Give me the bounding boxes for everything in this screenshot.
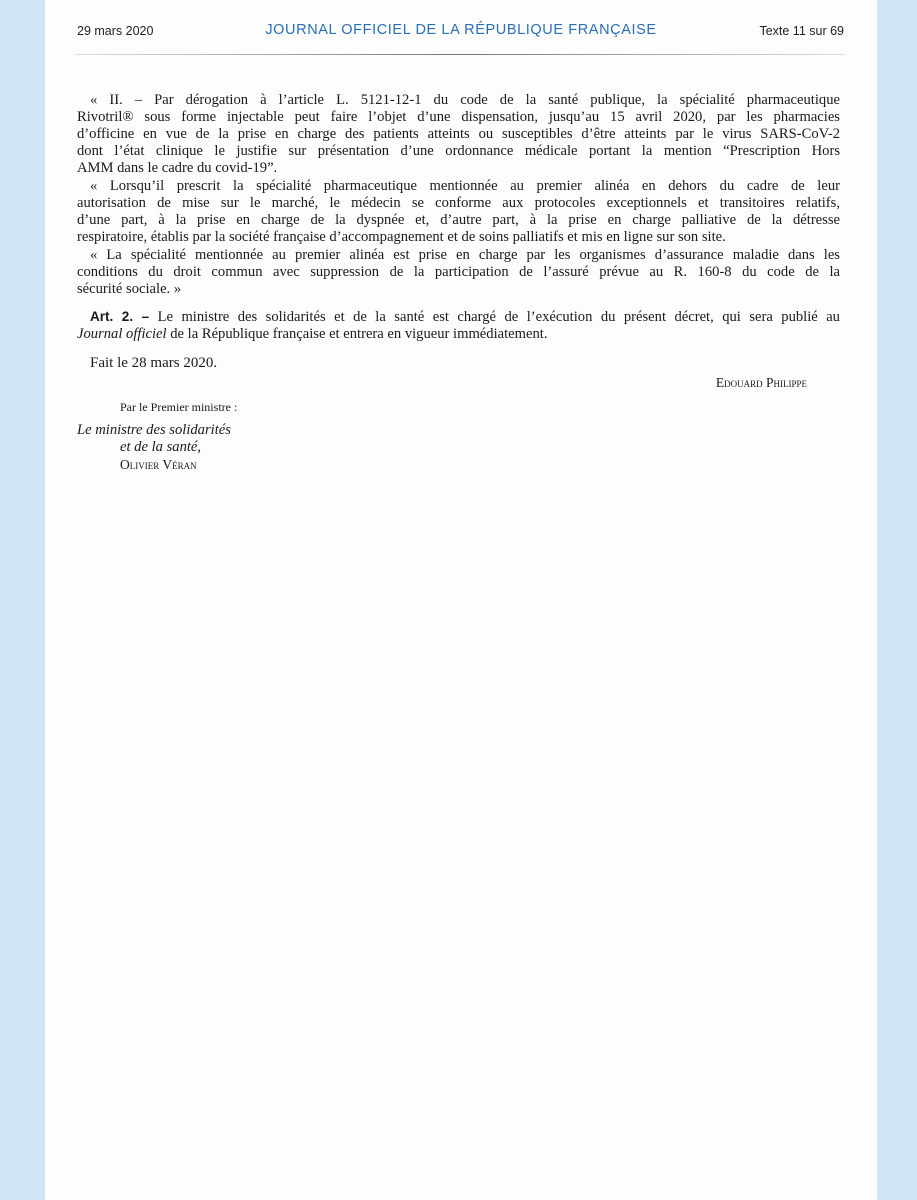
document-body (77, 92, 840, 473)
text-line: dont l’état clinique le justifie sur présentation d’une ordonnance médicale portant la mention “Prescription Hors (77, 143, 840, 159)
text-line: conditions du droit commun avec suppression de la participation de l’assuré prévue au R. 160-8 du code de la (77, 264, 840, 280)
header-page-count: Texte 11 sur 69 (759, 24, 844, 38)
signatory-name: Edouard Philippe (715, 375, 807, 390)
text-line: d’une part, à la prise en charge de la dyspnée et, d’autre part, à la prise en charge palliative de la détresse (77, 212, 840, 228)
text-line: Rivotril® sous forme injectable peut faire l’objet d’une dispensation, jusqu’au 15 avril 2020, par les pharmacies (77, 109, 840, 125)
text-line: AMM dans le cadre du covid-19”. (77, 160, 278, 176)
date-signed: Fait le 28 mars 2020. (90, 355, 218, 371)
text-line: Le ministre des solidarités et de la santé est chargé de l’exécution du présent décret, qui sera publié au (149, 309, 840, 325)
text-line: respiratoire, établis par la société française d’accompagnement et de soins palliatifs et mis en ligne sur son site. (77, 229, 726, 245)
article-2 (77, 308, 840, 343)
par-le-premier-ministre: Par le Premier ministre : (120, 400, 238, 414)
minister-title: Le ministre des solidarités (77, 422, 231, 438)
journal-officiel-italic: Journal officiel (77, 326, 167, 342)
article-label: Art. 2. – (90, 309, 150, 324)
minister-title-2: et de la santé, (120, 439, 202, 455)
text-line: « Lorsqu’il prescrit la spécialité pharmaceutique mentionnée au premier alinéa en dehors du cadre de leur (90, 178, 840, 194)
text-line: de la République française et entrera en vigueur immédiatement. (166, 326, 548, 342)
paragraph-ii (77, 92, 840, 177)
document-page (45, 0, 878, 1200)
header-date: 29 mars 2020 (77, 24, 154, 38)
paragraph-reimbursement (77, 247, 840, 298)
text-line: « II. – Par dérogation à l’article L. 5121-12-1 du code de la santé publique, la spécialité pharmaceutique (90, 92, 840, 108)
text-line: d’officine en vue de la prise en charge des patients atteints ou susceptibles d’être atteints par le virus SARS-CoV-2 (77, 126, 840, 142)
paragraph-prescription (77, 178, 840, 246)
header-rule (75, 54, 845, 55)
minister-name: Olivier Véran (120, 457, 197, 472)
text-line: sécurité sociale. » (77, 281, 182, 297)
text-line: autorisation de mise sur le marché, le médecin se conforme aux protocoles exceptionnels et transitoires relatifs, (77, 195, 840, 211)
journal-title: JOURNAL OFFICIEL DE LA RÉPUBLIQUE FRANÇAISE (265, 22, 657, 38)
text-line: « La spécialité mentionnée au premier alinéa est prise en charge par les organismes d’assurance maladie dans les (90, 247, 840, 263)
